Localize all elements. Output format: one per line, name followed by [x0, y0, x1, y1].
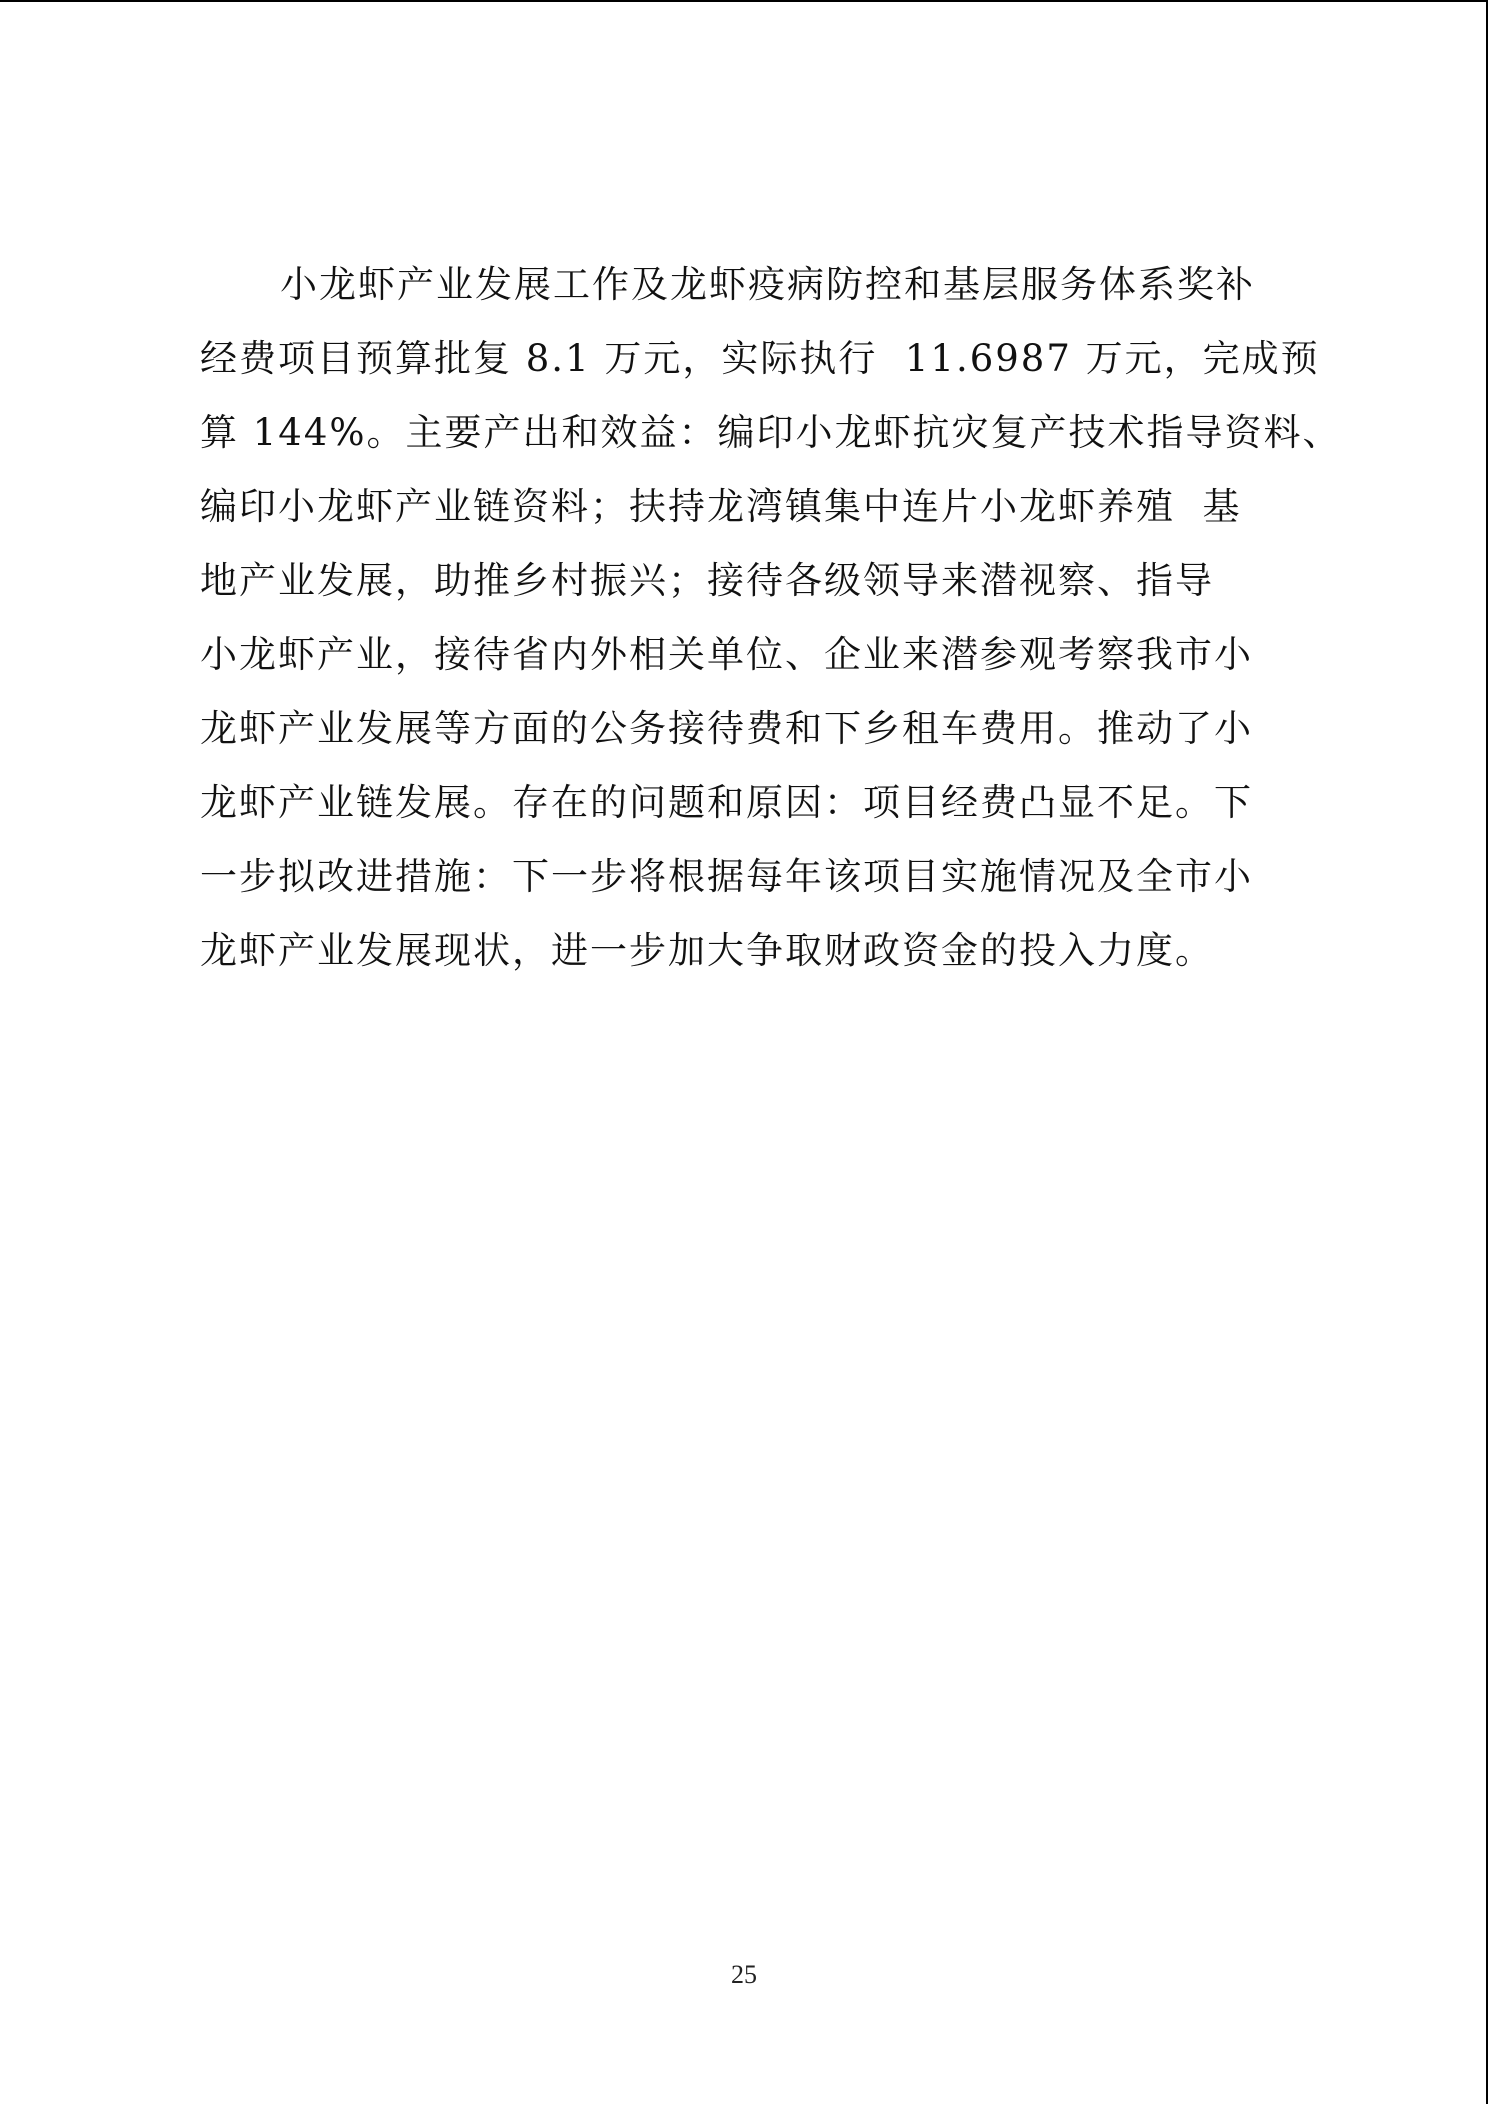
body-paragraph	[200, 248, 1342, 988]
paragraph-line: 地产业发展，助推乡村振兴；接待各级领导来潜视察、指导	[200, 559, 1214, 602]
paragraph-line: 龙虾产业发展等方面的公务接待费和下乡租车费用。推动了小	[200, 707, 1253, 750]
paragraph-line: 小龙虾产业发展工作及龙虾疫病防控和基层服务体系奖补	[280, 263, 1255, 306]
paragraph-line: 经费项目预算批复 8.1 万元，实际执行 11.6987 万元，完成预	[200, 337, 1320, 380]
paragraph-line: 一步拟改进措施：下一步将根据每年该项目实施情况及全市小	[200, 855, 1253, 898]
paragraph-line: 龙虾产业链发展。存在的问题和原因：项目经费凸显不足。下	[200, 781, 1253, 824]
page-number: 25	[731, 1960, 757, 1989]
paragraph-line: 算 144%。主要产出和效益：编印小龙虾抗灾复产技术指导资料、	[200, 411, 1342, 454]
paragraph-line: 小龙虾产业，接待省内外相关单位、企业来潜参观考察我市小	[200, 633, 1253, 676]
paragraph-line: 龙虾产业发展现状，进一步加大争取财政资金的投入力度。	[200, 929, 1214, 972]
paragraph-line: 编印小龙虾产业链资料；扶持龙湾镇集中连片小龙虾养殖 基	[200, 485, 1242, 528]
